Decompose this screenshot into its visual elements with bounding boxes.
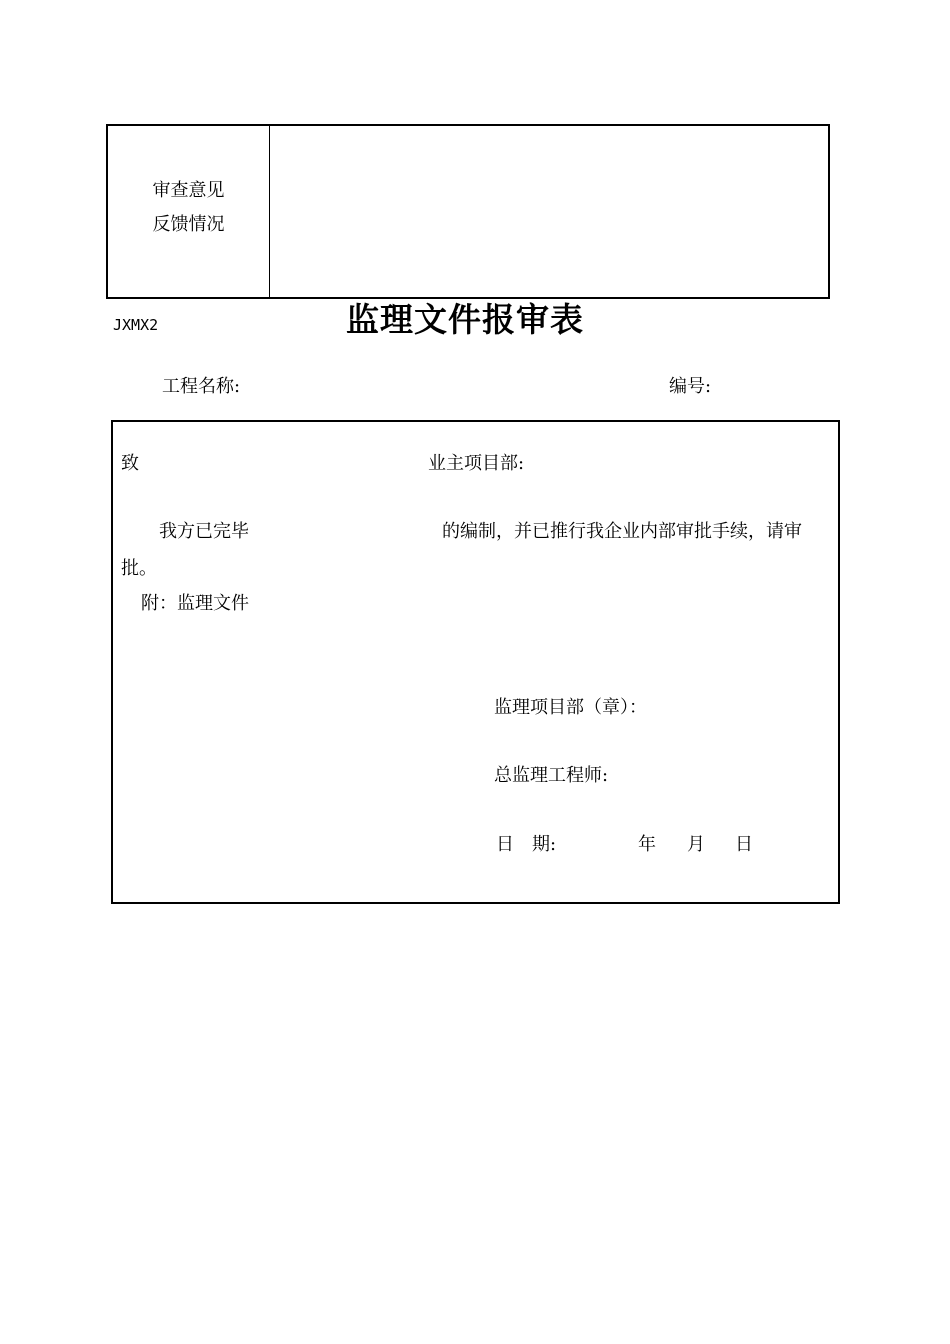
body-text-start: 我方已完毕 <box>159 521 249 542</box>
submission-form-box <box>111 420 840 904</box>
review-label <box>108 174 269 242</box>
number-label: 编号: <box>669 376 712 397</box>
attachment-label: 附：监理文件 <box>141 593 249 614</box>
date-day: 日 <box>735 834 753 855</box>
to-label: 致 <box>121 453 139 474</box>
date-month: 月 <box>687 834 705 855</box>
document-title: 监理文件报审表 <box>346 300 584 339</box>
review-table-divider <box>269 124 270 299</box>
review-label-line2: 反馈情况 <box>152 214 225 235</box>
review-content-field[interactable] <box>272 127 826 297</box>
chief-engineer-label: 总监理工程师: <box>494 765 609 786</box>
body-text-end: 批。 <box>121 558 157 579</box>
review-label-line1: 审查意见 <box>152 180 225 201</box>
date-year: 年 <box>638 834 656 855</box>
date-label: 日 期: <box>496 834 557 855</box>
owner-department: 业主项目部: <box>428 453 525 474</box>
body-text-middle: 的编制，并已推行我企业内部审批手续，请审 <box>442 521 802 542</box>
supervision-dept-seal: 监理项目部（章）： <box>494 697 647 718</box>
project-name-label: 工程名称: <box>162 376 241 397</box>
document-code: JXMX2 <box>113 316 159 334</box>
